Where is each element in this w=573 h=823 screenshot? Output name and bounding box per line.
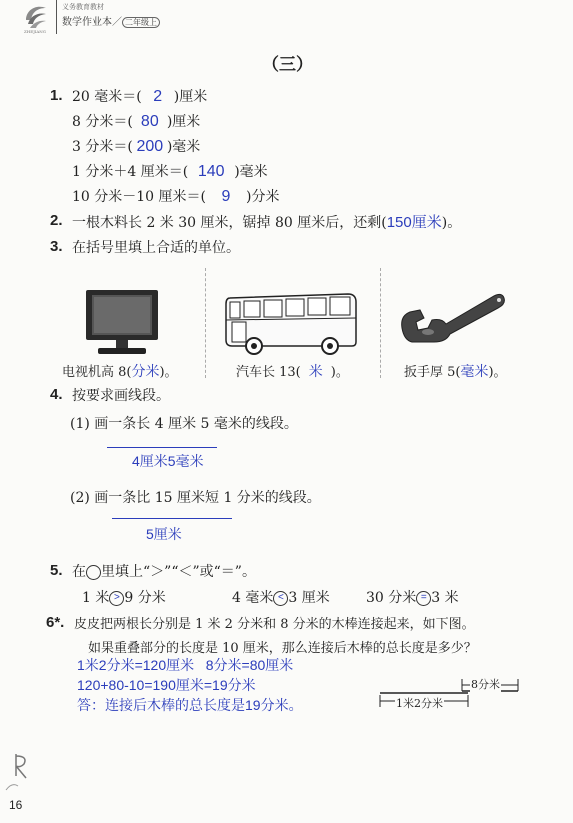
- q6-work-3: 答：连接后木棒的总长度是19分米。: [77, 697, 303, 713]
- header: [20, 0, 220, 40]
- q3-divider-1: [205, 268, 206, 378]
- q1-answer-3: 200: [136, 138, 164, 155]
- q4-sub1-answer: 4厘米5毫米: [132, 453, 204, 469]
- q1-answer-5: 9: [221, 188, 231, 205]
- q1-answer-2: 80: [140, 113, 159, 130]
- q1-line-2: 8 分米＝( 80 )厘米: [72, 113, 201, 130]
- q1-line-1: 20 毫米＝( 2 )厘米: [72, 88, 208, 105]
- diagram-top-label: 8分米: [471, 678, 500, 691]
- q6-text2: 如果重叠部分的长度是 10 厘米，那么连接后木棒的总长度是多少？: [88, 641, 477, 656]
- header-divider: [56, 0, 57, 34]
- q6-number: 6*.: [46, 614, 65, 631]
- q5-item-2: 4 毫米 < 3 厘米: [232, 590, 330, 606]
- q5-item-3: 30 分米 = 3 米: [366, 590, 459, 606]
- page-number: 16: [9, 798, 23, 812]
- q5-answer-2: <: [273, 591, 288, 606]
- q3-number: 3.: [50, 238, 63, 255]
- section-title: （三）: [262, 55, 313, 75]
- q2-answer: 150厘米: [386, 214, 442, 231]
- q4-sub2-answer: 5厘米: [146, 526, 182, 542]
- wrench-image: [398, 288, 506, 344]
- q3-item-wrench: 扳手厚 5(毫米)。: [404, 363, 507, 380]
- circle-icon: [86, 565, 101, 580]
- q6-text1: 皮皮把两根长分别是 1 米 2 分米和 8 分米的木棒连接起来，如下图。: [74, 617, 475, 632]
- q2-number: 2.: [50, 212, 63, 229]
- q6-work-2: 120+80-10=190厘米=19分米: [77, 677, 256, 693]
- corner-swirl-icon: [4, 752, 32, 792]
- q1-number: 1.: [50, 87, 63, 104]
- q3-divider-2: [380, 268, 381, 378]
- bus-image: [222, 290, 360, 358]
- q4-sub2-text: (2) 画一条比 15 厘米短 1 分米的线段。: [70, 490, 321, 506]
- q4-text: 按要求画线段。: [72, 388, 170, 404]
- q3-text: 在括号里填上合适的单位。: [72, 240, 240, 256]
- q1-line-4: 1 分米＋4 厘米＝( 140 )毫米: [72, 163, 268, 180]
- q5-answer-3: =: [416, 591, 431, 606]
- q5-text: 在 里填上“＞”“＜”或“＝”。: [72, 564, 256, 580]
- q3-answer-bus: 米: [308, 363, 323, 379]
- q3-answer-tv: 分米: [131, 363, 160, 379]
- q5-answer-1: >: [109, 591, 124, 606]
- series-label: 义务教育教材: [62, 3, 104, 11]
- q5-number: 5.: [50, 562, 63, 579]
- book-title: 数学作业本／ 二年级上: [62, 13, 160, 28]
- q4-sub2-line: [112, 518, 232, 519]
- q6-work-1: 1米2分米=120厘米 8分米=80厘米: [77, 657, 294, 673]
- q3-item-bus: 汽车长 13( 米 )。: [236, 363, 349, 380]
- diagram-bottom-label: 1米2分米: [396, 697, 443, 710]
- svg-text:ZHEJIANG: ZHEJIANG: [24, 29, 46, 34]
- tv-image: [84, 288, 160, 358]
- q1-line-3: 3 分米＝( 200 )毫米: [72, 138, 201, 155]
- q3-answer-wrench: 毫米: [460, 363, 489, 379]
- logo-icon: [22, 2, 50, 34]
- q4-number: 4.: [50, 386, 63, 403]
- q2-text: 一根木料长 2 米 30 厘米，锯掉 80 厘米后，还剩(150厘米)。: [72, 214, 462, 231]
- q1-answer-1: 2: [153, 88, 163, 105]
- q1-line-5: 10 分米－10 厘米＝( 9 )分米: [72, 188, 280, 205]
- q4-sub1-text: (1) 画一条长 4 厘米 5 毫米的线段。: [70, 416, 298, 432]
- q3-item-tv: 电视机高 8(分米)。: [62, 363, 178, 380]
- q5-item-1: 1 米 > 9 分米: [82, 590, 166, 606]
- q4-sub1-line: [107, 447, 217, 448]
- q1-answer-4: 140: [197, 163, 225, 180]
